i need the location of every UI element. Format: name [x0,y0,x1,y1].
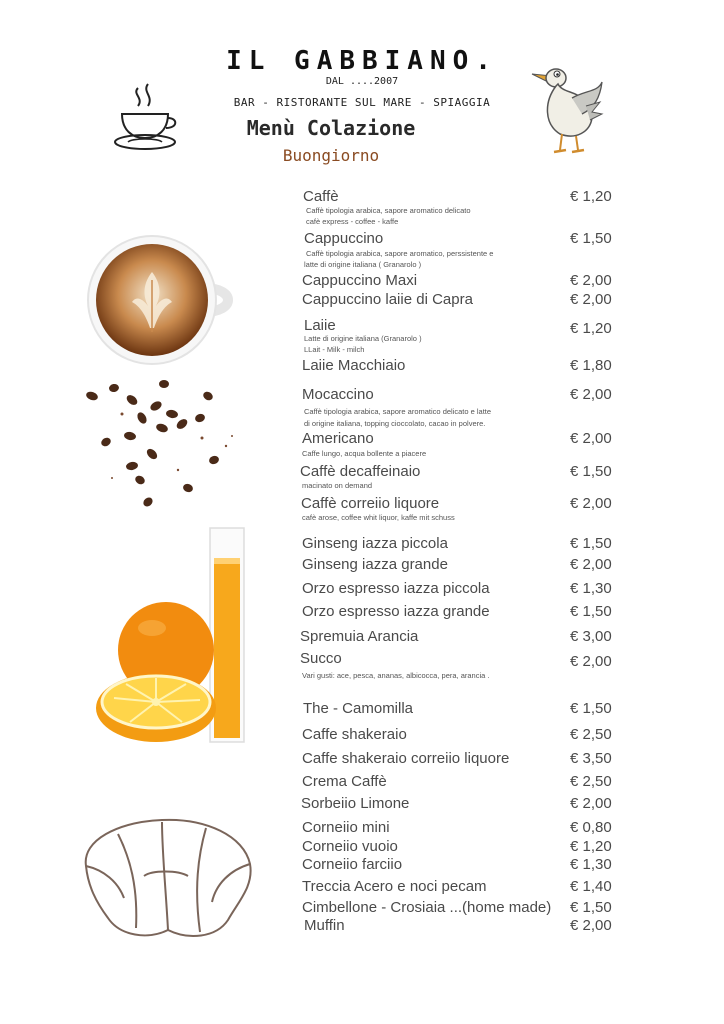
item-name: Corneiio farciio [302,856,403,873]
item-price: € 2,50 [570,726,612,743]
item-price: € 2,00 [570,272,612,289]
item-price: € 1,40 [570,878,612,895]
item-description: cafè express - coffee - kaffe [306,217,399,226]
item-description: macinato on demand [302,481,373,490]
item-name: The - Camomilla [303,700,414,717]
item-price: € 2,00 [570,795,612,812]
item-price: € 2,00 [570,556,612,573]
item-name: Americano [302,430,374,447]
item-description: latte di origine italiana ( Granarolo ) [304,260,422,269]
item-name: Crema Caffè [302,773,387,790]
item-name: Sorbeiio Limone [301,795,410,812]
item-description: Caffè tipologia arabica, sapore aromatico delicato [306,206,471,215]
item-price: € 1,80 [570,357,612,374]
item-price: € 2,00 [570,917,612,934]
item-description: Caffè tipologia arabica, sapore aromatico delicato e latte [304,407,492,416]
item-description: cafè arose, coffee whit liquor, kaffe mit schuss [302,513,455,522]
item-name: Caffe shakeraio correiio liquore [302,750,510,767]
item-name: Ginseng iazza piccola [302,535,448,552]
item-price: € 2,00 [570,386,612,403]
item-name: Laiie Macchiaio [302,357,406,374]
since-label: DAL ....2007 [325,76,399,87]
item-name: Ginseng iazza grande [302,556,448,573]
item-name: Caffe shakeraio [302,726,407,743]
item-name: Orzo espresso iazza piccola [302,580,490,597]
item-name: Cappuccino [304,230,384,247]
item-price: € 1,20 [570,188,612,205]
item-name: Caffè decaffeinaio [300,463,421,480]
item-name: Cappuccino laiie di Capra [302,291,473,308]
item-price: € 1,30 [570,856,612,873]
item-price: € 1,50 [570,535,612,552]
item-name: Laiie [304,317,336,334]
item-name: Caffè [303,188,339,205]
item-price: € 1,20 [570,838,612,855]
item-description: Caffe lungo, acqua bollente a piacere [302,449,427,458]
item-price: € 2,00 [570,495,612,512]
coffee-beans-image [82,378,242,518]
item-description: Vari gusti: ace, pesca, ananas, albicocca, pera, arancia . [302,671,490,680]
item-description: Caffè tipologia arabica, sapore aromatico, perssistente e [306,249,494,258]
seagull-icon [526,62,606,162]
item-name: Treccia Acero e noci pecam [302,878,487,895]
item-name: Succo [300,650,342,667]
item-description: LLait - Milk - milch [304,345,365,354]
item-name: Orzo espresso iazza grande [302,603,490,620]
item-name: Spremuia Arancia [300,628,419,645]
item-price: € 2,00 [570,653,612,670]
item-name: Corneiio mini [302,819,390,836]
item-price: € 3,00 [570,628,612,645]
item-price: € 1,50 [570,230,612,247]
item-price: € 1,50 [570,603,612,620]
item-description: Latte di origine italiana (Granarolo ) [304,334,422,343]
item-price: € 3,50 [570,750,612,767]
tagline: BAR - RISTORANTE SUL MARE - SPIAGGIA [233,96,491,109]
item-name: Caffè correiio liquore [301,495,440,512]
item-price: € 1,50 [570,700,612,717]
croissant-icon [78,812,258,944]
item-name: Cimbellone - Crosiaia ...(home made) [302,899,552,916]
item-price: € 2,00 [570,291,612,308]
menu-subtitle: Buongiorno [282,146,380,165]
orange-juice-image [96,528,246,750]
item-price: € 1,20 [570,320,612,337]
coffee-cup-icon [110,80,180,155]
item-description: di origine italiana, topping cioccolato, cacao in polvere. [304,419,486,428]
item-name: Cappuccino Maxi [302,272,418,289]
item-price: € 1,50 [570,463,612,480]
item-price: € 1,50 [570,899,612,916]
brand-title: IL GABBIANO. [226,46,498,76]
item-name: Muffin [304,917,345,934]
cappuccino-image [86,236,241,366]
item-price: € 2,50 [570,773,612,790]
item-name: Corneiio vuoio [302,838,398,855]
menu-title: Menù Colazione [246,116,416,140]
item-price: € 2,00 [570,430,612,447]
item-price: € 1,30 [570,580,612,597]
item-price: € 0,80 [570,819,612,836]
item-name: Mocaccino [302,386,374,403]
